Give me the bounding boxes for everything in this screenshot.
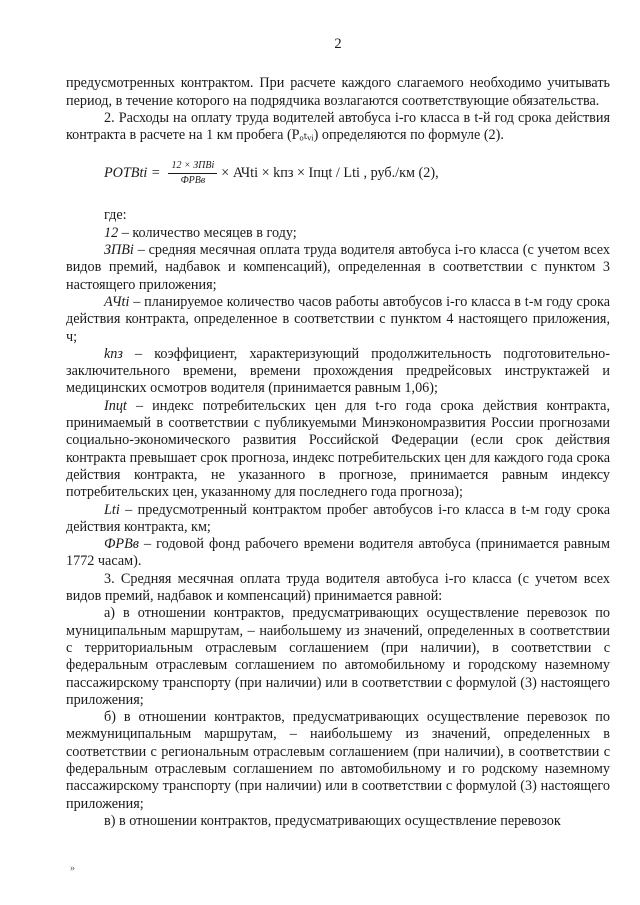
definition-item [66,225,610,242]
definition-text: – годовой фонд рабочего времени водителя автобуса (принимается равным 1772 часам). [66,536,610,570]
definition-item [66,536,610,571]
definition-symbol: kпз [104,345,123,362]
definition-text: – количество месяцев в году; [118,224,297,241]
definition-symbol: Iпцt [104,397,127,414]
definition-item [66,294,610,346]
formula-2 [104,160,610,187]
definition-item [66,398,610,502]
definition-text: – планируемое количество часов работы автобусов i-го класса в t-м году срока действия контракта, определенное в соответствии с пунктом 4 настоящего приложения, ч; [66,293,610,345]
definition-item [66,502,610,537]
formula-lhs: PОТВti = [104,165,161,182]
definition-symbol: Lti [104,501,120,518]
paragraph-item-a: а) в отношении контрактов, предусматривающих осуществление перевозок по муниципальным маршрутам, – наибольшему из значений, определенных в соответствии с территориальным отраслевым соглашением (при наличии), в соответствии с федеральным отраслевым соглашением по автомобильному и городскому наземному пассажирскому транспорту (при наличии) или в соответствии с формулой (3) настоящего приложения; [66,605,610,708]
page-number: 2 [334,36,342,52]
formula-numerator: 12 × ЗПВi [168,160,217,174]
paragraph-item-b: б) в отношении контрактов, предусматривающих осуществление перевозок по межмуниципальным маршрутам, – наибольшему из значений, определенных в соответствии с региональным отраслевым соглашением (при наличии), в соответствии с федеральным отраслевым соглашением по автомобильному и го родскому наземному пассажирскому транспорту (при наличии) или в соответствии с формулой (3) настоящего приложения; [66,709,610,812]
formula-rhs: × АЧti × kпз × Iпцt / Lti , руб./км (2), [221,165,439,182]
definition-text: – коэффициент, характеризующий продолжительность подготовительно-заключительного времени, времени прохождения предрейсовых инструктажей и медицинских осмотров водителя (принимается равным 1,06); [66,345,610,397]
paragraph-section-2: 2. Расходы на оплату труда водителей автобуса i-го класса в t-й год срока действия контракта в расчете на 1 км пробега (Pₒₜᵥᵢ) определяются по формуле (2). [66,109,610,144]
definition-symbol: ЗПВi [104,242,134,259]
definition-text: – индекс потребительских цен для t-го года срока действия контракта, принимаемый в соответствии с публикуемыми Минэкономразвития России прогнозами социально-экономического развития Российской Федерации (если срок действия контракта превышает срок прогноза, индекс потребительских цен для каждого года срока действия контракта, не указанного в прогнозе, принимается равным индексу потребительских цен, указанному для последнего года прогноза); [66,397,610,501]
margin-mark: » [70,863,75,874]
paragraph-continuation: предусмотренных контрактом. При расчете каждого слагаемого необходимо учитывать период, в течение которого на подрядчика возлагаются соответствующие обязательства. [66,75,610,109]
paragraph-section-3: 3. Средняя месячная оплата труда водителя автобуса i-го класса (с учетом всех видов премий, надбавок и компенсаций) принимается равной: [66,570,610,605]
definition-item [66,242,610,294]
definition-symbol: ФРВв [104,536,139,553]
definition-symbol: АЧti [104,293,130,310]
paragraph-item-v: в) в отношении контрактов, предусматривающих осуществление перевозок [104,812,561,829]
definition-text: – предусмотренный контрактом пробег автобусов i-го класса в t-м году срока действия контракта, км; [66,501,610,535]
definition-item [66,346,610,398]
definition-text: – средняя месячная оплата труда водителя автобуса i-го класса (с учетом всех видов премий, надбавок и компенсаций), определенная в соответствии с пунктом 3 настоящего приложения; [66,242,610,293]
formula-fraction [168,160,217,187]
where-label: где: [104,207,127,224]
definition-symbol: 12 [104,224,119,241]
formula-denominator: ФРВв [180,175,206,187]
